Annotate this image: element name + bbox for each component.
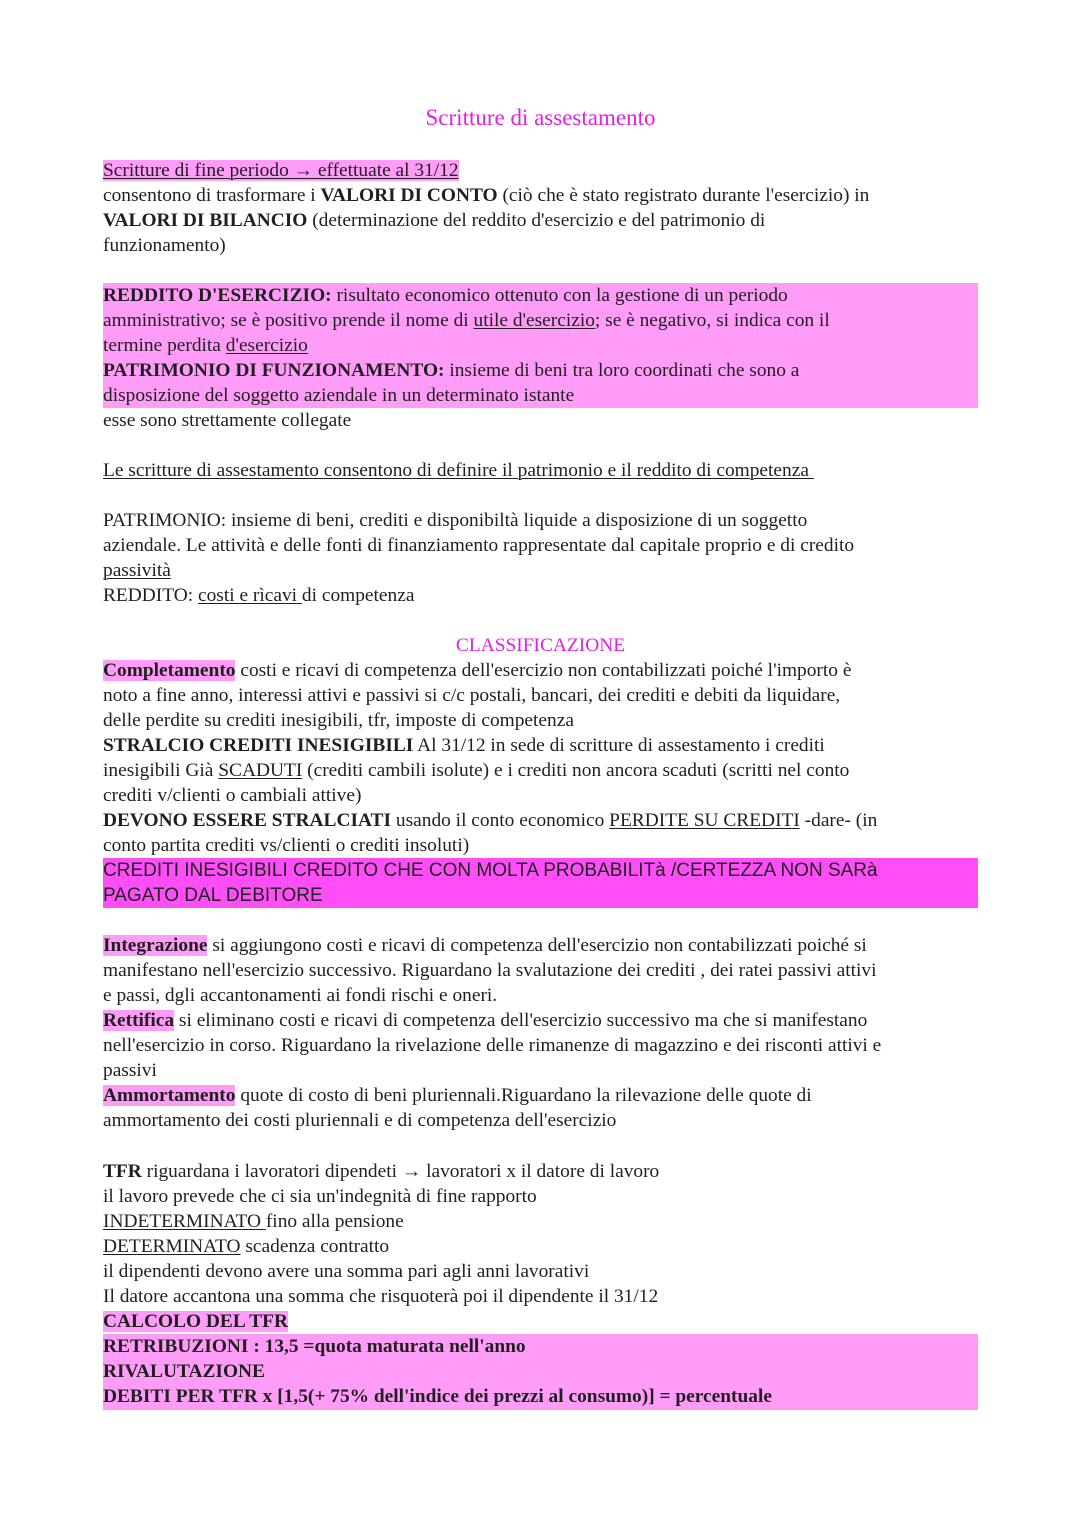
reddito-esercizio-term: REDDITO D'ESERCIZIO: — [103, 285, 332, 306]
crediti-inesigibili-note: CREDITI INESIGIBILI CREDITO CHE CON MOLTA PROBABILITà /CERTEZZA NON SARà PAGATO DAL DEBITORE — [103, 860, 878, 906]
patrimonio-funzionamento-term: PATRIMONIO DI FUNZIONAMENTO: — [103, 360, 445, 381]
patrimonio-section: PATRIMONIO: insieme di beni, crediti e disponibiltà liquide a disposizione di un soggetto aziendale. Le attività e delle fonti di finanziamento rappresentate dal capitale proprio e di credito passività REDDITO: costi e rìcavi di competenza — [103, 510, 855, 606]
stralcio-term: STRALCIO CREDITI INESIGIBILI — [103, 735, 414, 756]
scritture-summary: Le scritture di assestamento consentono di definire il patrimonio e il reddito di competenza — [103, 460, 814, 481]
classificazione-section: CLASSIFICAZIONE Completamento costi e ricavi di competenza dell'esercizio non contabilizzati poiché l'importo è noto a fine anno, interessi attivi e passivi si c/c postali, bancari, dei crediti e debiti da liquidare, delle perdite su crediti inesigibili, tfr, imposte di competenza STRALCIO CREDITI INESIGIBILI Al 31/12 in sede di scritture di assestamento i crediti inesigibili Già SCADUTI (crediti cambili isolute) e i crediti non ancora scaduti (scritti nel conto crediti v/clienti o cambiali attive) DEVONO ESSERE STRALCIATI usando il conto economico PERDITE SU CREDITI -dare- (in conto partita crediti vs/clienti o crediti insoluti) — [103, 633, 978, 858]
classificazione-heading: CLASSIFICAZIONE — [455, 635, 626, 656]
calcolo-tfr-heading: CALCOLO DEL TFR — [103, 1311, 288, 1332]
integrazione-section: Integrazione si aggiungono costi e ricavi di competenza dell'esercizio non contabilizzati poiché si manifestano nell'esercizio successivo. Riguardano la svalutazione dei crediti , dei ratei passivi attivi e passi, dgli accantonamenti ai fondi rischi e oneri. Rettifica si eliminano costi e ricavi di competenza dell'esercizio successivo ma che si manifestano nell'esercizio in corso. Riguardano la rivelazione delle rimanenze di magazzino e dei risconti attivi e passivi Ammortamento quote di costo di beni pluriennali.Riguardano la rilevazione delle quote di ammortamento dei costi pluriennali e di competenza dell'esercizio — [103, 935, 882, 1131]
definitions-note: esse sono strettamente collegate — [103, 410, 352, 431]
tfr-section: TFR riguardana i lavoratori dipendeti → lavoratori x il datore di lavoro il lavoro prevede che ci sia un'indegnità di fine rapporto INDETERMINATO fino alla pensione DETERMINATO scadenza contratto il dipendenti devono avere una somma pari agli anni lavorativi Il datore accantona una somma che risquoterà poi il dipendente il 31/12 CALCOLO DEL TFR — [103, 1161, 660, 1332]
integrazione-term: Integrazione — [103, 935, 208, 956]
intro-section: Scritture di fine periodo → effettuate al 31/12 consentono di trasformare i VALORI DI CONTO (ciò che è stato registrato durante l'esercizio) in VALORI DI BILANCIO (determinazione del reddito d'esercizio e del patrimonio di funzionamento) — [103, 160, 870, 256]
tfr-formula: RETRIBUZIONI : 13,5 =quota maturata nell'anno RIVALUTAZIONE DEBITI PER TFR x [1,5(+ 75% dell'indice dei prezzi al consumo)] = percentuale — [103, 1336, 772, 1407]
devono-term: DEVONO ESSERE STRALCIATI — [103, 810, 392, 831]
tfr-term: TFR — [103, 1161, 142, 1182]
rettifica-term: Rettifica — [103, 1010, 175, 1031]
valori-di-bilancio: VALORI DI BILANCIO — [103, 210, 308, 231]
valori-di-conto: VALORI DI CONTO — [320, 185, 498, 206]
completamento-term: Completamento — [103, 660, 236, 681]
page-title: Scritture di assestamento — [425, 105, 656, 130]
definitions-section: REDDITO D'ESERCIZIO: risultato economico ottenuto con la gestione di un periodo amministrativo; se è positivo prende il nome di utile d'esercizio; se è negativo, si indica con il termine perdita d'esercizio PATRIMONIO DI FUNZIONAMENTO: insieme di beni tra loro coordinati che sono a disposizione del soggetto aziendale in un determinato istante esse sono strettamente collegate — [103, 283, 978, 433]
ammortamento-term: Ammortamento — [103, 1085, 236, 1106]
intro-heading: Scritture di fine periodo → effettuate al 31/12 — [103, 160, 459, 181]
